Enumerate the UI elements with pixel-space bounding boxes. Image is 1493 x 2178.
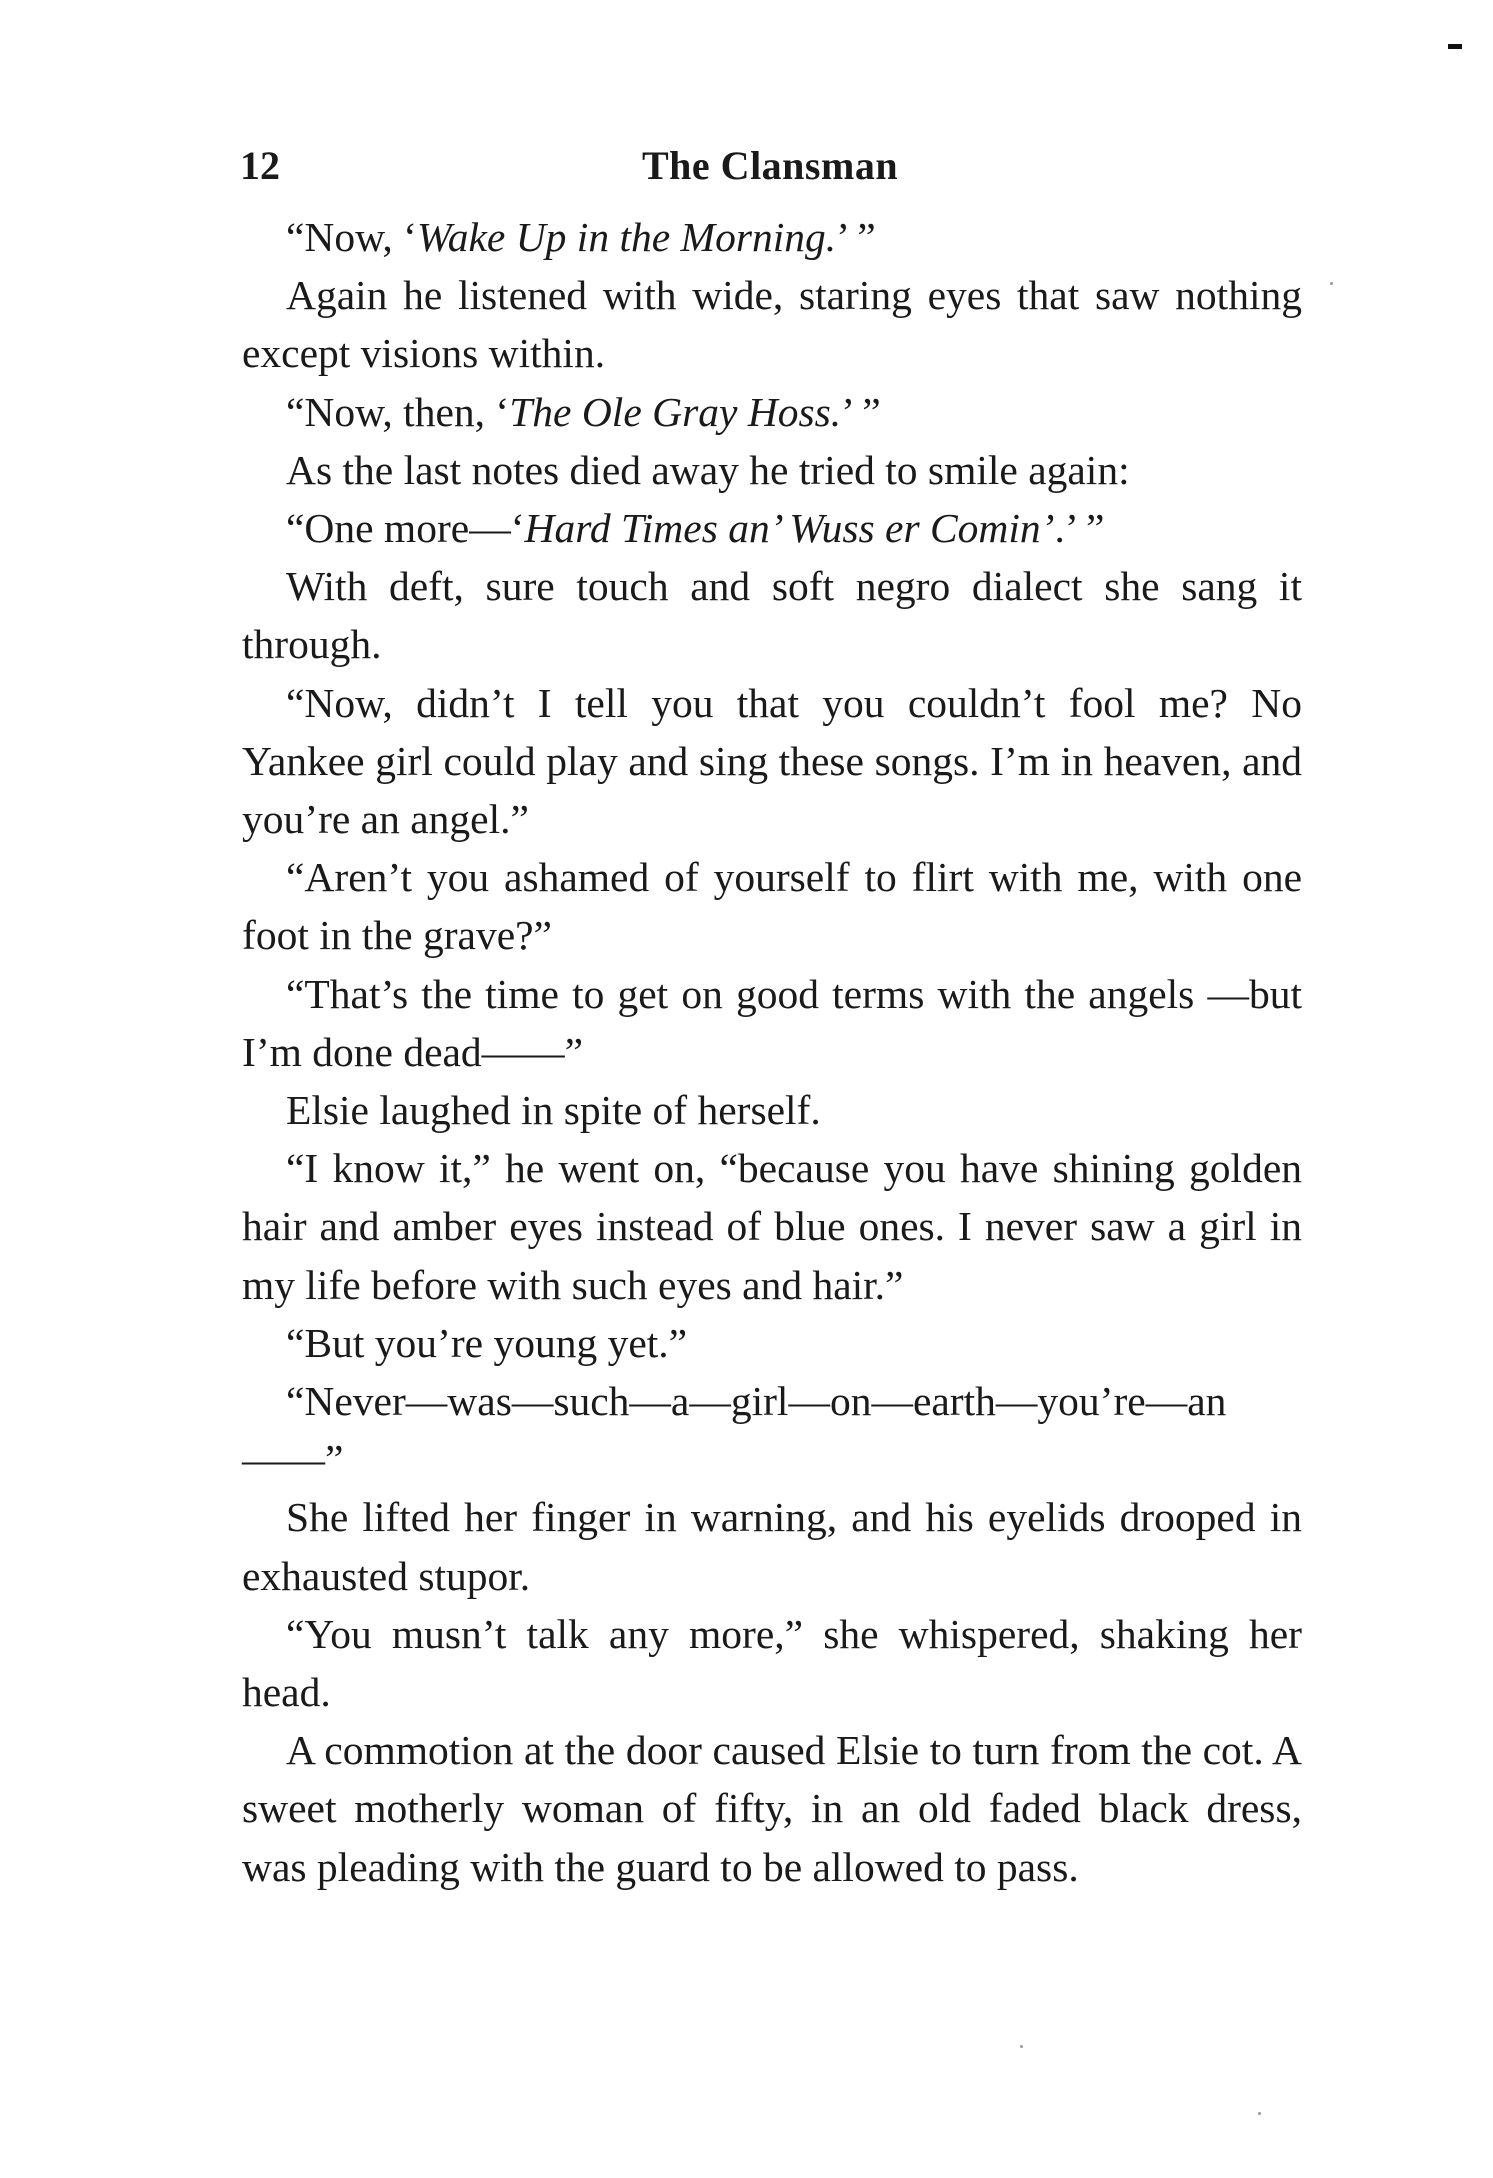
- italic-text: Hard Times an’ Wuss er Comin’: [524, 505, 1055, 552]
- paragraph: [242, 266, 1302, 382]
- italic-text: The Ole Gray Hoss.: [509, 388, 842, 435]
- text-segment: With deft, sure touch and soft negro dialect she sang it through.: [242, 563, 1302, 668]
- text-segment: Elsie laughed in spite of herself.: [286, 1087, 821, 1134]
- paragraph: [242, 208, 1302, 266]
- paragraph: [242, 1372, 1302, 1488]
- text-segment: “But you’re young yet.”: [286, 1319, 688, 1366]
- paragraph: [242, 674, 1302, 849]
- running-title: The Clansman: [642, 143, 899, 188]
- paragraph: [242, 1081, 1302, 1139]
- text-segment: A commotion at the door caused Elsie to turn from the cot. A sweet motherly woman of fifty, in an old faded black dress, was pleading with the guard to be allowed to pass.: [242, 1727, 1302, 1890]
- paragraph: [242, 441, 1302, 499]
- text-segment: She lifted her finger in warning, and his eyelids drooped in exhausted stupor.: [242, 1494, 1302, 1599]
- text-segment: “Never—was—such—a—girl—on—earth—you’re—an——”: [242, 1378, 1227, 1483]
- scan-speck: [1020, 2045, 1023, 2048]
- text-segment: “I know it,” he went on, “because you have shining golden hair and amber eyes instead of blue ones. I never saw a girl in my life before with such eyes and hair.”: [242, 1145, 1302, 1308]
- paragraph: [242, 965, 1302, 1081]
- text-segment: ’ ”: [836, 214, 876, 260]
- text-segment: “Now, didn’t I tell you that you couldn’t fool me? No Yankee girl could play and sing these songs. I’m in heaven, and you’re an angel.”: [242, 679, 1302, 843]
- italic-text: Wake Up in the Morning.: [416, 214, 837, 260]
- text-segment: “One more—‘: [286, 505, 525, 552]
- text-segment: “Now, then, ‘: [286, 388, 510, 435]
- text-segment: “That’s the time to get on good terms with the angels —but I’m done dead——”: [242, 970, 1302, 1075]
- paragraph: [242, 1314, 1302, 1372]
- scan-mark: [1448, 44, 1462, 49]
- text-segment: “Now, ‘: [286, 214, 417, 260]
- paragraph: [242, 1605, 1302, 1721]
- running-header: [240, 142, 1300, 192]
- text-segment: .’ ”: [1054, 505, 1105, 552]
- paragraph: [242, 557, 1302, 673]
- paragraph: [242, 848, 1302, 964]
- text-segment: Again he listened with wide, staring eyes that saw nothing except visions within.: [242, 272, 1302, 377]
- scan-speck: [1258, 2112, 1261, 2115]
- text-segment: As the last notes died away he tried to smile again:: [286, 446, 1130, 493]
- paragraph: [242, 1721, 1302, 1896]
- text-segment: “Aren’t you ashamed of yourself to flirt with me, with one foot in the grave?”: [242, 854, 1302, 959]
- page-number: 12: [240, 143, 280, 188]
- paragraph: [242, 1139, 1302, 1314]
- paragraph: [242, 383, 1302, 441]
- body-text: [242, 208, 1302, 1896]
- text-segment: “You musn’t talk any more,” she whispered, shaking her head.: [242, 1610, 1302, 1716]
- paragraph: [242, 499, 1302, 557]
- text-segment: ’ ”: [841, 388, 881, 435]
- scan-speck: [1330, 282, 1333, 285]
- paragraph: [242, 1488, 1302, 1604]
